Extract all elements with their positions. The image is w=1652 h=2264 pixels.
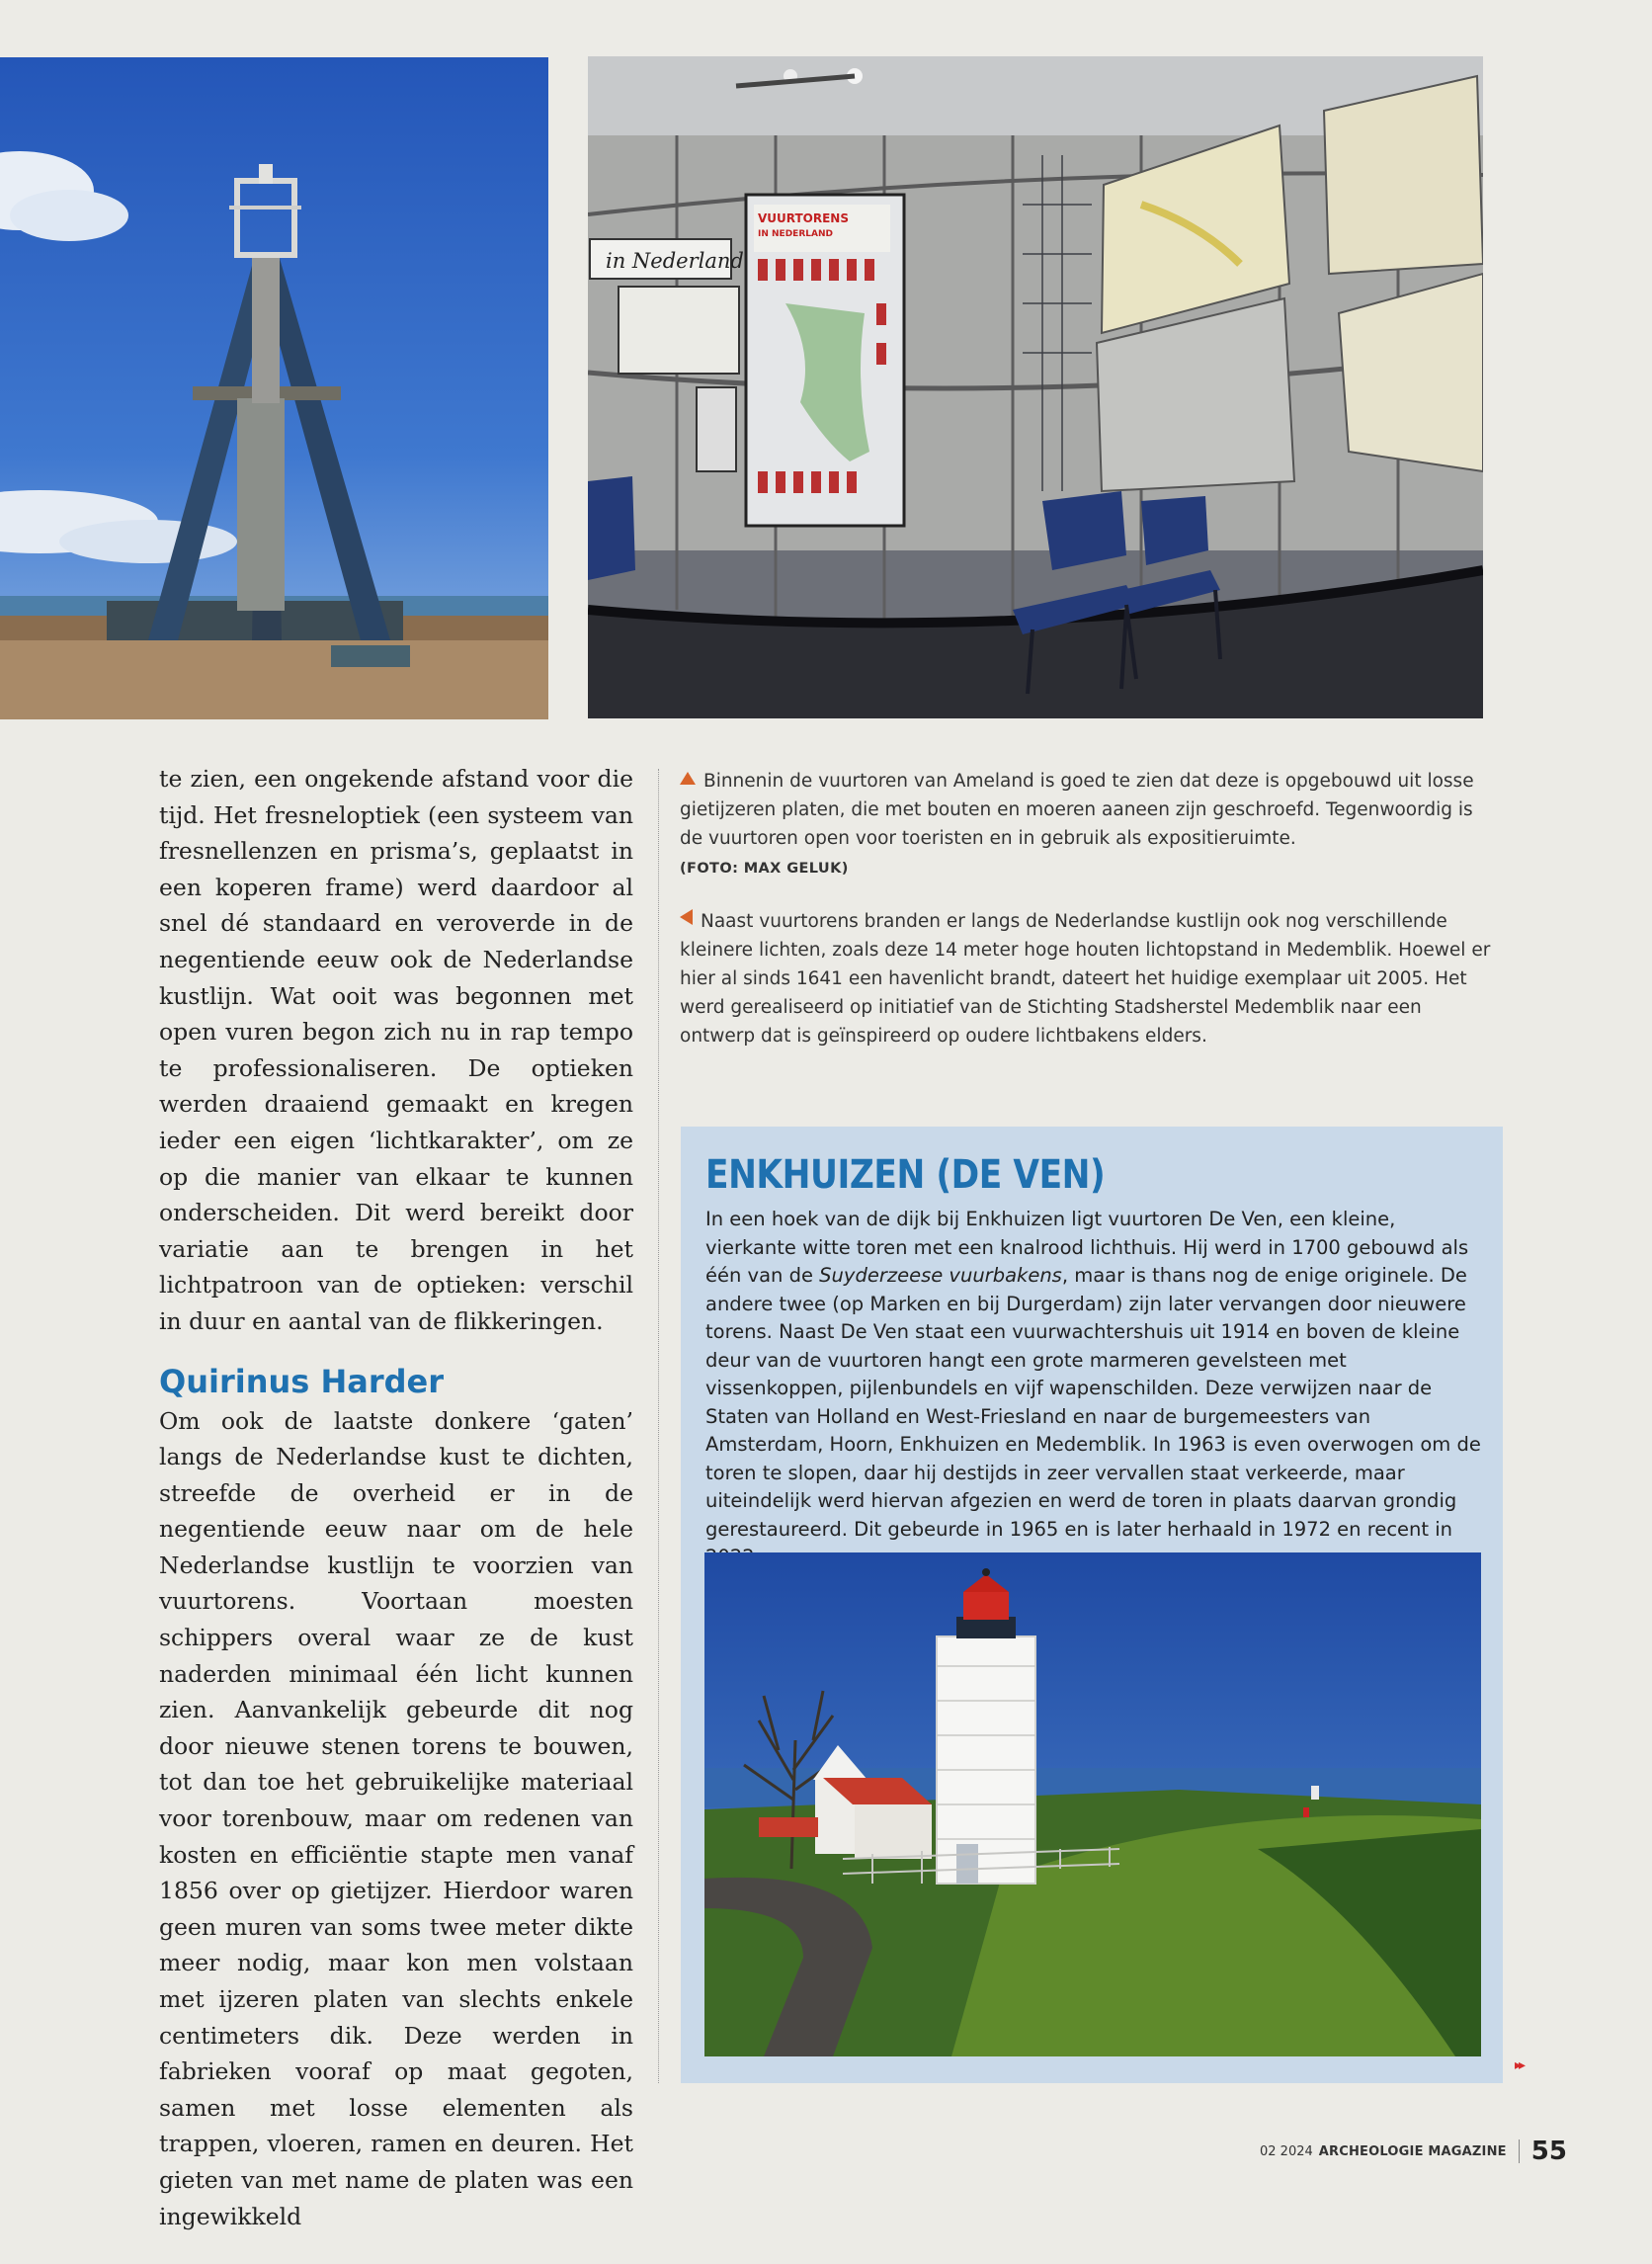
wall-sign-text: in Nederland [606,249,744,273]
page-footer [1260,2137,1567,2166]
box-text-part-2: , maar is thans nog de enige originele. De andere twee (op Marken en bij Durgerdam) zijn later vervangen door nieuwere torens. Naast De Ven staat een vuurwachtershuis uit 1914 en boven de kleine deur van de vuurtoren hangt een grote marmeren gevelsteen met vissenkoppen, pijlenbundels en vijf wapenschilden. Deze verwijzen naar de Staten van Holland en West-Friesland en naar de burgemeesters van Amsterdam, Hoorn, Enkhuizen en Medemblik. In 1963 is even overwogen om de toren te slopen, daar hij destijds in zeer vervallen staat verkeerde, maar uiteindelijk werd hiervan afgezien en werd de toren in plaats daarvan grondig gerestaureerd. Dit gebeurde in 1965 en is later herhaald in 1972 en recent in [705,1264,1481,1541]
box-text-part-1: In een hoek van de dijk bij Enkhuizen ligt vuurtoren De Ven, een kleine, vierkante witte toren met een knalrood lichthuis. Hij werd in 1700 gebouwd als één van de [705,1208,1469,1287]
body-paragraph-1: te zien, een ongekende afstand voor die tijd. Het fresneloptiek (een systeem van fresnellenzen en prisma’s, geplaatst in een koperen frame) werd daardoor al snel dé standaard en veroverde in de negentiende eeuw ook de Nederlandse kustlijn. Wat ooit was begonnen met open vuren begon zich nu in rap tempo te professionaliseren. De optieken werden draaiend gemaakt en kregen ieder een eigen ‘lichtkarakter’, om ze op die manier van elkaar te kunnen onderscheiden. Dit werd bereikt door variatie aan te brengen in het lichtpatroon van de optieken: verschil in duur en aantal van de flikkeringen. [159,765,633,1335]
wooden-light-beacon-photo [0,57,548,719]
page-number: 55 [1530,2137,1567,2166]
poster-title-line-2: IN NEDERLAND [758,229,833,239]
caption-interior-text: Binnenin de vuurtoren van Ameland is goed te zien dat deze is opgebouwd uit losse gietijzeren platen, die met bouten en moeren aaneen zijn geschroefd. Tegenwoordig is de vuurtoren open voor toeristen en in gebruik als expositieruimte. [680,771,1474,849]
lighthouse-interior-photo [588,56,1483,718]
poster-title-line-1: VUURTORENS [758,211,849,225]
beacon-photo [0,57,548,719]
section-heading: Quirinus Harder [159,1362,444,1400]
caption-beacon-text: Naast vuurtorens branden er langs de Nederlandse kustlijn ook nog verschillende kleinere lichten, zoals deze 14 meter hoge houten lichtopstand in Medemblik. Hoewel er hier al sinds 1641 een havenlicht brandt, dateert het huidige exemplaar uit 2005. Het werd gerealiseerd op initiatief van de Stichting Stadsherstel Medemblik naar een ontwerp dat is geïnspireerd op oudere lichtbakens elders. [680,911,1491,1047]
caption-beacon [680,907,1500,1050]
continue-arrows-icon: ▸▸ [1515,2057,1524,2073]
de-ven-lighthouse-photo [704,1552,1481,2056]
magazine-name: ARCHEOLOGIE MAGAZINE [1318,2143,1507,2159]
caption-interior [680,767,1500,883]
photo-credit: (FOTO: MAX GELUK) [680,861,849,877]
caption-up-triangle-icon [680,772,696,785]
interior-photo [588,56,1483,718]
body-paragraph-2: Om ook de laatste donkere ‘gaten’ langs de Nederlandse kust te dichten, streefde de overheid er in de negentiende eeuw naar om de hele Nederlandse kustlijn te voorzien van vuurtorens. Voortaan moesten schippers overal waar ze de kust naderden minimaal één licht kunnen zien. Aanvankelijk gebeurde dit nog door nieuwe stenen torens te bouwen, tot dan toe het gebruikelijke materiaal voor torenbouw, maar om redenen van kosten en efficiëntie stapte men vanaf 1856 over op gietijzer. Hierdoor waren geen muren van soms twee meter dikte meer nodig, maar kon men volstaan met ijzeren platen van slechts enkele centimeters dik. Deze werden in fabrieken vooraf op maat gegoten, samen met losse elementen als trappen, vloeren, ramen en deuren. Het gieten van met name de platen was een ingewikkeld [159,1406,633,2230]
column-divider [658,769,659,2083]
box-text-italic: Suyderzeese vuurbakens [819,1264,1062,1287]
article-body-column [159,761,633,2234]
box-text [705,1206,1481,1572]
issue-label: 02 2024 [1260,2143,1313,2159]
footer-divider [1519,2139,1520,2163]
caption-left-triangle-icon [680,909,693,925]
box-title: ENKHUIZEN (DE VEN) [705,1152,1106,1198]
enkhuizen-photo [704,1552,1481,2056]
